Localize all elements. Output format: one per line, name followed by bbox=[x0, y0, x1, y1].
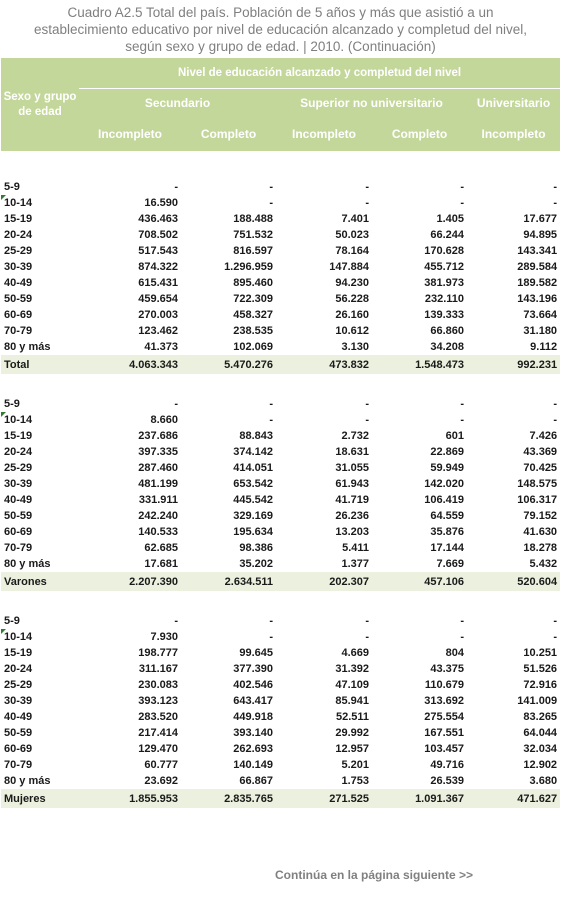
total-row bbox=[1, 355, 560, 374]
age-group-cell: 60-69 bbox=[4, 526, 33, 538]
value-cell: - bbox=[269, 398, 273, 410]
table-row bbox=[1, 645, 560, 661]
value-cell: - bbox=[365, 414, 369, 426]
age-group-label: 10-14 bbox=[4, 197, 33, 209]
header-group: Nivel de educación alcanzado y completud del nivel bbox=[79, 58, 560, 89]
age-group-cell: 20-24 bbox=[4, 446, 33, 458]
value-cell: 12.957 bbox=[335, 743, 369, 755]
value-cell: 804 bbox=[445, 647, 464, 659]
age-group-cell: 15-19 bbox=[4, 430, 33, 442]
value-cell: 232.110 bbox=[424, 293, 464, 305]
table-row bbox=[1, 677, 560, 693]
value-cell: 17.144 bbox=[430, 542, 464, 554]
value-cell: 381.973 bbox=[424, 277, 464, 289]
age-group-cell: 50-59 bbox=[4, 510, 33, 522]
value-cell: 61.943 bbox=[335, 478, 369, 490]
age-group-cell: 60-69 bbox=[4, 309, 33, 321]
value-cell: 85.941 bbox=[335, 695, 369, 707]
value-cell: 9.112 bbox=[530, 341, 558, 353]
value-cell: 198.777 bbox=[138, 647, 178, 659]
value-cell: 102.069 bbox=[233, 341, 273, 353]
value-cell: 106.419 bbox=[424, 494, 464, 506]
table-row bbox=[1, 661, 560, 677]
value-cell: 458.327 bbox=[233, 309, 273, 321]
age-group-cell: 50-59 bbox=[4, 293, 33, 305]
total-value-cell: 4.063.343 bbox=[79, 355, 181, 374]
total-value-cell: 457.106 bbox=[372, 572, 467, 591]
total-value-cell: 1.091.367 bbox=[372, 789, 467, 808]
value-cell: 31.180 bbox=[523, 325, 558, 337]
value-cell: 5.432 bbox=[529, 558, 558, 570]
value-cell: 3.130 bbox=[341, 341, 369, 353]
value-cell: 237.686 bbox=[138, 430, 178, 442]
value-cell: - bbox=[553, 181, 558, 193]
value-cell: 402.546 bbox=[233, 679, 273, 691]
value-cell: 51.526 bbox=[523, 663, 558, 675]
value-cell: 313.692 bbox=[424, 695, 464, 707]
total-row bbox=[1, 789, 560, 808]
title-line: Cuadro A2.5 Total del país. Población de 5 años y más que asistió a un bbox=[67, 5, 494, 20]
spacer-row bbox=[1, 374, 560, 396]
value-cell: 615.431 bbox=[138, 277, 178, 289]
value-cell: 98.386 bbox=[239, 542, 273, 554]
value-cell: 331.911 bbox=[138, 494, 178, 506]
value-cell: - bbox=[174, 181, 178, 193]
value-cell: - bbox=[460, 631, 464, 643]
value-cell: 99.645 bbox=[239, 647, 273, 659]
value-cell: 436.463 bbox=[138, 213, 178, 225]
value-cell: 1.753 bbox=[341, 775, 369, 787]
value-cell: - bbox=[460, 615, 464, 627]
value-cell: 35.876 bbox=[430, 526, 464, 538]
table-row bbox=[1, 259, 560, 275]
value-cell: 29.992 bbox=[335, 727, 369, 739]
value-cell: 195.634 bbox=[233, 526, 273, 538]
value-cell: 816.597 bbox=[233, 245, 273, 257]
value-cell: 270.003 bbox=[138, 309, 178, 321]
age-group-cell: 40-49 bbox=[4, 494, 33, 506]
value-cell: 94.230 bbox=[335, 277, 369, 289]
age-group-cell: 70-79 bbox=[4, 325, 33, 337]
value-cell: 43.375 bbox=[430, 663, 464, 675]
value-cell: 142.020 bbox=[424, 478, 464, 490]
age-group-cell: 25-29 bbox=[4, 462, 33, 474]
table-row bbox=[1, 556, 560, 572]
value-cell: 60.777 bbox=[144, 759, 178, 771]
value-cell: 139.333 bbox=[424, 309, 464, 321]
value-cell: 22.869 bbox=[430, 446, 464, 458]
value-cell: - bbox=[174, 615, 178, 627]
spacer-row bbox=[1, 151, 560, 179]
age-group-cell bbox=[1, 629, 79, 645]
age-group-cell: 80 y más bbox=[4, 775, 51, 787]
value-cell: 377.390 bbox=[233, 663, 273, 675]
value-cell: 66.867 bbox=[239, 775, 273, 787]
continue-note: Continúa en la página siguiente >> bbox=[275, 868, 474, 882]
table-title bbox=[0, 4, 561, 55]
value-cell: 123.462 bbox=[138, 325, 178, 337]
value-cell: - bbox=[553, 197, 558, 209]
row-header-sex-age: Sexo y grupo de edad bbox=[1, 58, 79, 151]
age-group-cell: 30-39 bbox=[4, 478, 33, 490]
value-cell: 283.520 bbox=[138, 711, 178, 723]
value-cell: 5.411 bbox=[342, 542, 369, 554]
age-group-cell: 20-24 bbox=[4, 229, 33, 241]
value-cell: 895.460 bbox=[233, 277, 273, 289]
age-group-label: 10-14 bbox=[4, 631, 33, 643]
table-row bbox=[1, 709, 560, 725]
table-row bbox=[1, 211, 560, 227]
value-cell: 7.669 bbox=[436, 558, 464, 570]
value-cell: 459.654 bbox=[138, 293, 178, 305]
value-cell: 12.902 bbox=[523, 759, 558, 771]
value-cell: 147.884 bbox=[329, 261, 369, 273]
age-group-cell: 50-59 bbox=[4, 727, 33, 739]
table-row bbox=[1, 476, 560, 492]
value-cell: 66.860 bbox=[430, 325, 464, 337]
age-group-cell: 25-29 bbox=[4, 245, 33, 257]
value-cell: 16.590 bbox=[144, 197, 178, 209]
header-col: Completo bbox=[181, 117, 276, 151]
value-cell: 43.369 bbox=[523, 446, 558, 458]
age-group-cell: 25-29 bbox=[4, 679, 33, 691]
table-row bbox=[1, 757, 560, 773]
value-cell: 18.631 bbox=[335, 446, 369, 458]
age-group-cell bbox=[1, 412, 79, 428]
value-cell: 311.167 bbox=[138, 663, 178, 675]
value-cell: 13.203 bbox=[335, 526, 369, 538]
age-group-cell: 60-69 bbox=[4, 743, 33, 755]
age-group-cell: 80 y más bbox=[4, 341, 51, 353]
value-cell: 708.502 bbox=[138, 229, 178, 241]
age-group-cell: 40-49 bbox=[4, 711, 33, 723]
value-cell: 140.533 bbox=[138, 526, 178, 538]
age-group-label: 10-14 bbox=[4, 414, 33, 426]
value-cell: 64.044 bbox=[523, 727, 558, 739]
value-cell: 26.539 bbox=[430, 775, 464, 787]
table-row bbox=[1, 243, 560, 259]
value-cell: 329.169 bbox=[233, 510, 273, 522]
value-cell: - bbox=[365, 615, 369, 627]
table-body bbox=[1, 151, 560, 808]
value-cell: 4.669 bbox=[341, 647, 369, 659]
total-value-cell: 202.307 bbox=[276, 572, 372, 591]
table-row bbox=[1, 323, 560, 339]
value-cell: - bbox=[269, 181, 273, 193]
value-cell: 517.543 bbox=[138, 245, 178, 257]
value-cell: 143.196 bbox=[517, 293, 558, 305]
total-value-cell: 473.832 bbox=[276, 355, 372, 374]
age-group-cell: 20-24 bbox=[4, 663, 33, 675]
total-value-cell: 2.634.511 bbox=[181, 572, 276, 591]
age-group-cell: 30-39 bbox=[4, 261, 33, 273]
value-cell: 10.612 bbox=[335, 325, 369, 337]
value-cell: 393.123 bbox=[138, 695, 178, 707]
table-row bbox=[1, 725, 560, 741]
value-cell: 49.716 bbox=[430, 759, 464, 771]
value-cell: - bbox=[553, 398, 558, 410]
total-row bbox=[1, 572, 560, 591]
age-group-cell: 15-19 bbox=[4, 213, 33, 225]
value-cell: 5.201 bbox=[341, 759, 369, 771]
table-row bbox=[1, 307, 560, 323]
table-row bbox=[1, 540, 560, 556]
header-col: Incompleto bbox=[467, 117, 560, 151]
value-cell: 26.160 bbox=[335, 309, 369, 321]
value-cell: 7.426 bbox=[529, 430, 558, 442]
age-group-cell: 70-79 bbox=[4, 759, 33, 771]
title-line: establecimiento educativo por nivel de educación alcanzado y completud del nivel, bbox=[33, 22, 528, 37]
value-cell: - bbox=[365, 197, 369, 209]
table-row bbox=[1, 741, 560, 757]
value-cell: 32.034 bbox=[523, 743, 558, 755]
value-cell: 94.895 bbox=[523, 229, 558, 241]
value-cell: - bbox=[269, 631, 273, 643]
value-cell: 129.470 bbox=[138, 743, 178, 755]
value-cell: 167.551 bbox=[424, 727, 464, 739]
value-cell: 18.278 bbox=[523, 542, 558, 554]
total-value-cell: 2.207.390 bbox=[79, 572, 181, 591]
value-cell: 217.414 bbox=[138, 727, 178, 739]
value-cell: 72.916 bbox=[523, 679, 558, 691]
value-cell: 78.164 bbox=[335, 245, 369, 257]
total-value-cell: 1.548.473 bbox=[372, 355, 467, 374]
age-group-cell: 5-9 bbox=[4, 398, 20, 410]
value-cell: 79.152 bbox=[523, 510, 558, 522]
value-cell: 17.677 bbox=[523, 213, 558, 225]
table-row bbox=[1, 227, 560, 243]
total-label: Varones bbox=[1, 572, 79, 591]
comment-marker-icon bbox=[1, 412, 6, 417]
value-cell: 275.554 bbox=[424, 711, 464, 723]
header-level-superior: Superior no universitario bbox=[276, 89, 467, 118]
value-cell: 397.335 bbox=[138, 446, 178, 458]
value-cell: - bbox=[553, 615, 558, 627]
table-header bbox=[1, 58, 560, 151]
value-cell: - bbox=[269, 414, 273, 426]
header-level-universitario: Universitario bbox=[467, 89, 560, 118]
value-cell: - bbox=[460, 197, 464, 209]
value-cell: 8.660 bbox=[150, 414, 178, 426]
total-value-cell: 520.604 bbox=[467, 572, 560, 591]
table-row bbox=[1, 396, 560, 412]
value-cell: 414.051 bbox=[233, 462, 273, 474]
age-group-cell: 30-39 bbox=[4, 695, 33, 707]
age-group-cell: 40-49 bbox=[4, 277, 33, 289]
value-cell: 41.630 bbox=[523, 526, 558, 538]
table-row bbox=[1, 444, 560, 460]
value-cell: 601 bbox=[445, 430, 464, 442]
total-value-cell: 471.627 bbox=[467, 789, 560, 808]
value-cell: 722.309 bbox=[233, 293, 273, 305]
age-group-cell: 70-79 bbox=[4, 542, 33, 554]
value-cell: 52.511 bbox=[335, 711, 369, 723]
value-cell: 262.693 bbox=[233, 743, 273, 755]
table-row bbox=[1, 428, 560, 444]
value-cell: 70.425 bbox=[523, 462, 558, 474]
value-cell: 23.692 bbox=[144, 775, 178, 787]
value-cell: - bbox=[460, 414, 464, 426]
value-cell: 141.009 bbox=[517, 695, 558, 707]
value-cell: 393.140 bbox=[233, 727, 273, 739]
table-row bbox=[1, 693, 560, 709]
value-cell: - bbox=[174, 398, 178, 410]
value-cell: 110.679 bbox=[424, 679, 464, 691]
table-row bbox=[1, 460, 560, 476]
value-cell: 2.732 bbox=[341, 430, 369, 442]
value-cell: 653.542 bbox=[233, 478, 273, 490]
value-cell: 26.236 bbox=[335, 510, 369, 522]
value-cell: 170.628 bbox=[424, 245, 464, 257]
age-group-cell: 5-9 bbox=[4, 615, 20, 627]
table-row bbox=[1, 339, 560, 355]
value-cell: 66.244 bbox=[430, 229, 464, 241]
value-cell: 31.055 bbox=[335, 462, 369, 474]
value-cell: 83.265 bbox=[523, 711, 558, 723]
age-group-cell: 15-19 bbox=[4, 647, 33, 659]
value-cell: 50.023 bbox=[335, 229, 369, 241]
value-cell: 1.377 bbox=[341, 558, 369, 570]
total-value-cell: 992.231 bbox=[467, 355, 560, 374]
table-row bbox=[1, 195, 560, 211]
age-group-cell: 80 y más bbox=[4, 558, 51, 570]
value-cell: - bbox=[365, 631, 369, 643]
value-cell: 230.083 bbox=[138, 679, 178, 691]
comment-marker-icon bbox=[1, 629, 6, 634]
value-cell: 374.142 bbox=[233, 446, 273, 458]
table-row bbox=[1, 524, 560, 540]
table-row bbox=[1, 508, 560, 524]
value-cell: 41.373 bbox=[144, 341, 178, 353]
value-cell: 3.680 bbox=[529, 775, 558, 787]
value-cell: 455.712 bbox=[424, 261, 464, 273]
value-cell: 143.341 bbox=[517, 245, 558, 257]
total-value-cell: 2.835.765 bbox=[181, 789, 276, 808]
table-row bbox=[1, 291, 560, 307]
value-cell: 17.681 bbox=[144, 558, 178, 570]
value-cell: 62.685 bbox=[144, 542, 178, 554]
header-level-secundario: Secundario bbox=[79, 89, 276, 118]
total-value-cell: 271.525 bbox=[276, 789, 372, 808]
value-cell: 643.417 bbox=[233, 695, 273, 707]
table-row bbox=[1, 629, 560, 645]
value-cell: 1.405 bbox=[436, 213, 464, 225]
value-cell: 188.488 bbox=[233, 213, 273, 225]
value-cell: 449.918 bbox=[233, 711, 273, 723]
value-cell: - bbox=[269, 197, 273, 209]
value-cell: 140.149 bbox=[233, 759, 273, 771]
value-cell: 289.584 bbox=[517, 261, 558, 273]
total-value-cell: 1.855.953 bbox=[79, 789, 181, 808]
value-cell: 31.392 bbox=[335, 663, 369, 675]
value-cell: 35.202 bbox=[239, 558, 273, 570]
value-cell: 751.532 bbox=[233, 229, 273, 241]
value-cell: 238.535 bbox=[233, 325, 273, 337]
table-row bbox=[1, 492, 560, 508]
value-cell: 10.251 bbox=[523, 647, 558, 659]
value-cell: 59.949 bbox=[430, 462, 464, 474]
header-col: Incompleto bbox=[276, 117, 372, 151]
spacer-row bbox=[1, 591, 560, 613]
value-cell: - bbox=[269, 615, 273, 627]
value-cell: 64.559 bbox=[430, 510, 464, 522]
value-cell: 56.228 bbox=[335, 293, 369, 305]
table-row bbox=[1, 412, 560, 428]
value-cell: - bbox=[365, 181, 369, 193]
value-cell: 34.208 bbox=[430, 341, 464, 353]
value-cell: - bbox=[553, 414, 558, 426]
value-cell: 88.843 bbox=[239, 430, 273, 442]
value-cell: 106.317 bbox=[517, 494, 558, 506]
comment-marker-icon bbox=[1, 195, 6, 200]
total-label: Total bbox=[1, 355, 79, 374]
table-row bbox=[1, 275, 560, 291]
value-cell: 7.930 bbox=[150, 631, 178, 643]
title-line: según sexo y grupo de edad. | 2010. (Continuación) bbox=[125, 39, 436, 54]
value-cell: 103.457 bbox=[424, 743, 464, 755]
total-label: Mujeres bbox=[1, 789, 79, 808]
value-cell: 1.296.959 bbox=[224, 261, 273, 273]
value-cell: - bbox=[365, 398, 369, 410]
total-value-cell: 5.470.276 bbox=[181, 355, 276, 374]
table-row bbox=[1, 179, 560, 195]
value-cell: - bbox=[460, 398, 464, 410]
value-cell: 148.575 bbox=[517, 478, 558, 490]
table-row bbox=[1, 773, 560, 789]
table-row bbox=[1, 613, 560, 629]
value-cell: - bbox=[460, 181, 464, 193]
value-cell: 242.240 bbox=[138, 510, 178, 522]
value-cell: - bbox=[553, 631, 558, 643]
value-cell: 73.664 bbox=[523, 309, 558, 321]
age-group-cell bbox=[1, 195, 79, 211]
header-col: Completo bbox=[372, 117, 467, 151]
value-cell: 287.460 bbox=[138, 462, 178, 474]
header-col: Incompleto bbox=[79, 117, 181, 151]
value-cell: 41.719 bbox=[335, 494, 369, 506]
value-cell: 189.582 bbox=[517, 277, 558, 289]
value-cell: 874.322 bbox=[138, 261, 178, 273]
data-table bbox=[1, 58, 560, 808]
value-cell: 481.199 bbox=[138, 478, 178, 490]
value-cell: 445.542 bbox=[233, 494, 273, 506]
age-group-cell: 5-9 bbox=[4, 181, 20, 193]
value-cell: 47.109 bbox=[335, 679, 369, 691]
value-cell: 7.401 bbox=[341, 213, 369, 225]
